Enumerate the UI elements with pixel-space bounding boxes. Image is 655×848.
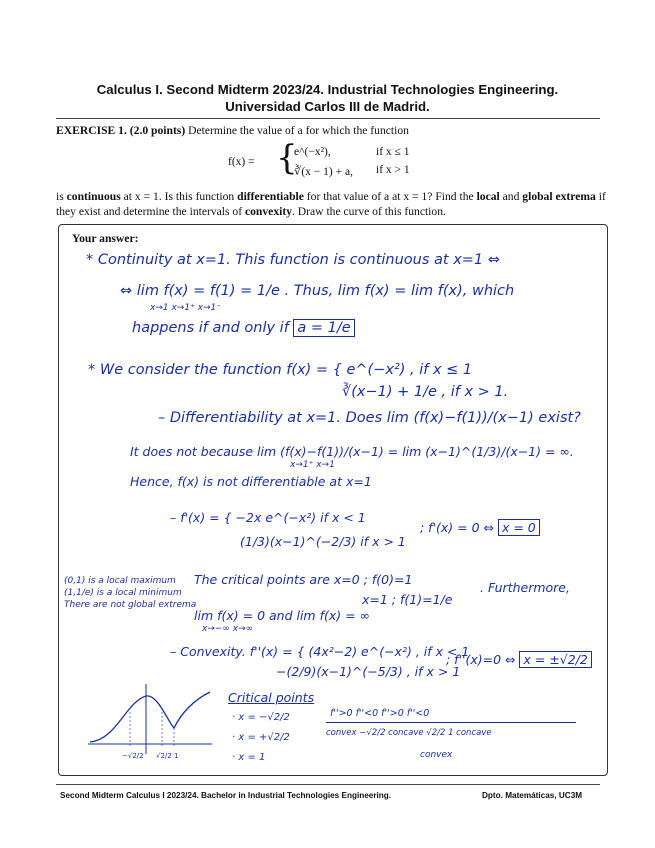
q-text-a: is (56, 190, 67, 203)
hw-line-11b: −(2/9)(x−1)^(−5/3) , if x > 1 (276, 664, 461, 679)
sketch-label-1: −√2/2 (122, 752, 144, 760)
case1-expr: e^(−x²), (294, 146, 331, 158)
hw-sign-line (326, 722, 576, 723)
hw-x0-box: x = 0 (498, 519, 540, 536)
hw-line-5: – Differentiability at x=1. Does lim (f(x)−f(1))/(x−1) exist? (158, 410, 581, 426)
header-rule (56, 118, 600, 119)
case2-expr: ∛(x − 1) + a, (294, 166, 353, 178)
hw-inflection-box: x = ±√2/2 (519, 651, 591, 668)
exercise-label: EXERCISE 1. (56, 124, 127, 137)
hw-line-4b: ∛(x−1) + 1/e , if x > 1. (342, 384, 509, 400)
hw-line-4: * We consider the function f(x) = { e^(−x²) , if x ≤ 1 (88, 362, 473, 378)
hw-answer-a-box: a = 1/e (293, 319, 354, 337)
hw-line-10-sub: x→−∞ x→∞ (202, 624, 254, 634)
hw-sign-row: f''>0 f''<0 f''>0 f''<0 (330, 708, 430, 719)
hw-fprime-case1: – f'(x) = { −2x e^(−x²) if x < 1 (170, 510, 366, 525)
hw-line-6: It does not because lim (f(x)−f(1))/(x−1) = lim (x−1)^(1/3)/(x−1) = ∞. (130, 444, 574, 459)
footer-rule (56, 784, 600, 785)
hw-line-3 (132, 320, 355, 336)
exercise-text: Determine the value of a for which the function (188, 124, 409, 137)
hw-side-note-3: There are not global extrema (64, 600, 197, 610)
hw-line-9-right: . Furthermore, (480, 580, 570, 595)
hw-line-8b: (1/3)(x−1)^(−2/3) if x > 1 (240, 534, 406, 549)
footer-left: Second Midterm Calculus I 2023/24. Bachelor in Industrial Technologies Engineering. (60, 791, 392, 800)
exercise-question (56, 189, 616, 219)
header-university: Universidad Carlos III de Madrid. (225, 99, 430, 114)
formula-brace: { (276, 138, 298, 178)
hw-sign-below: convex (420, 750, 453, 760)
hw-fsecond-zero: ; f''(x)=0 ⇔ (446, 652, 516, 667)
q-text-c: for that value of a at x = 1? Find the (303, 190, 477, 203)
case2-cond: if x > 1 (376, 164, 410, 176)
hw-line-3-text: happens if and only if (132, 320, 289, 336)
hw-crit-1: · x = −√2/2 (232, 712, 290, 723)
hw-line-11-right (446, 652, 592, 667)
q-text-b: at x = 1. Is this function (120, 190, 238, 203)
hw-line-9: The critical points are x=0 ; f(0)=1 (194, 572, 413, 587)
q-text-e: if they exist and determine the intervals of (56, 190, 606, 218)
footer-right: Dpto. Matemáticas, UC3M (482, 791, 583, 800)
q-bold-convexity: convexity (244, 205, 292, 218)
hw-crit-2: · x = +√2/2 (232, 732, 290, 743)
hw-line-1: * Continuity at x=1. This function is continuous at x=1 ⇔ (86, 252, 500, 268)
hw-line-7: Hence, f(x) is not differentiable at x=1 (130, 474, 372, 489)
formula-lhs: f(x) = (228, 156, 255, 168)
hw-line-8a (170, 510, 366, 525)
hw-side-note-2: (1,1/e) is a local minimum (64, 588, 182, 598)
case1-cond: if x ≤ 1 (376, 146, 410, 158)
hw-crit-title: Critical points (228, 690, 315, 705)
q-text-d: and (499, 190, 523, 203)
q-bold-local: local (476, 190, 500, 203)
hw-fprime-zero: ; f'(x) = 0 ⇔ (420, 520, 494, 535)
hw-line-10: lim f(x) = 0 and lim f(x) = ∞ (194, 608, 370, 623)
sketch-label-2: √2/2 (156, 752, 172, 760)
hw-line-6-sub: x→1⁺ x→1 (290, 460, 335, 470)
hw-sign-axis: convex −√2/2 concave √2/2 1 concave (326, 728, 492, 738)
exercise-statement (56, 123, 616, 138)
sketch-label-3: 1 (174, 752, 179, 760)
sketch-curve (90, 692, 210, 742)
header-title: Calculus I. Second Midterm 2023/24. Industrial Technologies Engineering. (96, 82, 559, 97)
hw-crit-3: · x = 1 (232, 752, 266, 763)
q-bold-global: global extrema (522, 190, 596, 203)
hw-line-9b: x=1 ; f(1)=1/e (362, 592, 453, 607)
q-bold-differentiable: differentiable (237, 190, 304, 203)
answer-label: Your answer: (72, 232, 139, 245)
hw-side-note-1: (0,1) is a local maximum (64, 576, 176, 586)
hw-line-2-sub: x→1 x→1⁺ x→1⁻ (150, 303, 222, 313)
hw-line-2: ⇔ lim f(x) = f(1) = 1/e . Thus, lim f(x) = lim f(x), which (120, 283, 515, 299)
q-text-f: . Draw the curve of this function. (292, 205, 446, 218)
exercise-points: (2.0 points) (129, 124, 186, 137)
q-bold-continuous: continuous (66, 190, 121, 203)
hw-line-8a-right (420, 520, 540, 535)
hw-line-11: – Convexity. f''(x) = { (4x²−2) e^(−x²) , if x < 1 (170, 644, 470, 659)
curve-sketch (86, 682, 216, 762)
